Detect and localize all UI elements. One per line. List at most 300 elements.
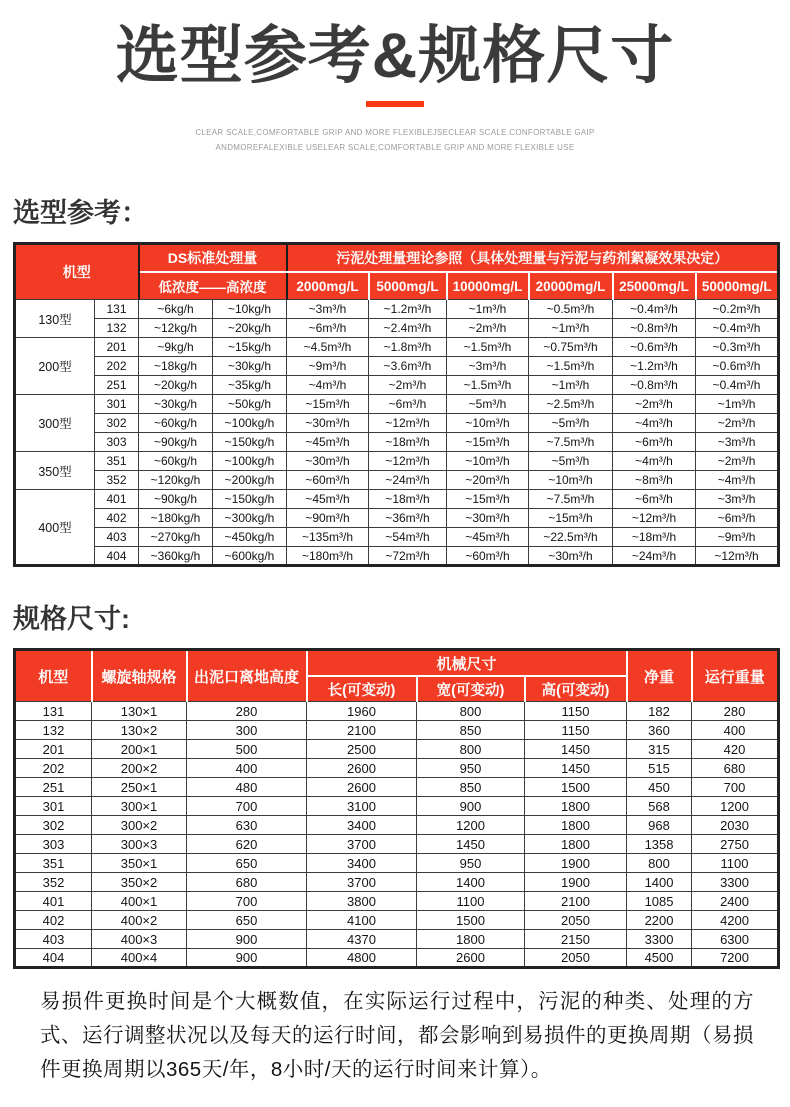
selection-value-cell: ~35kg/h xyxy=(213,376,287,395)
selection-value-cell: ~200kg/h xyxy=(213,471,287,490)
spec-value-cell: 182 xyxy=(627,702,692,721)
selection-row xyxy=(15,376,779,395)
spec-value-cell: 300×2 xyxy=(92,816,187,835)
spec-value-cell: 300×1 xyxy=(92,797,187,816)
selection-value-cell: ~3m³/h xyxy=(696,433,779,452)
spec-value-cell: 700 xyxy=(692,778,779,797)
spec-value-cell: 1085 xyxy=(627,892,692,911)
spec-value-cell: 420 xyxy=(692,740,779,759)
selection-header-conc-50000: 50000mg/L xyxy=(696,272,779,300)
selection-value-cell: ~270kg/h xyxy=(139,528,213,547)
spec-value-cell: 950 xyxy=(417,759,525,778)
selection-row xyxy=(15,357,779,376)
spec-value-cell: 1200 xyxy=(417,816,525,835)
spec-value-cell: 3100 xyxy=(307,797,417,816)
selection-value-cell: ~4m³/h xyxy=(696,471,779,490)
selection-value-cell: ~6m³/h xyxy=(613,433,696,452)
spec-value-cell: 680 xyxy=(187,873,307,892)
spec-value-cell: 300×3 xyxy=(92,835,187,854)
spec-value-cell: 3400 xyxy=(307,816,417,835)
selection-value-cell: ~2.4m³/h xyxy=(369,319,447,338)
spec-value-cell: 800 xyxy=(417,702,525,721)
spec-value-cell: 400×1 xyxy=(92,892,187,911)
spec-value-cell: 1450 xyxy=(417,835,525,854)
spec-value-cell: 130×2 xyxy=(92,721,187,740)
spec-value-cell: 350×1 xyxy=(92,854,187,873)
selection-value-cell: ~1.5m³/h xyxy=(529,357,613,376)
selection-header-conc-2000: 2000mg/L xyxy=(287,272,369,300)
spec-header-mech-dims: 机械尺寸 xyxy=(307,650,627,676)
spec-value-cell: 480 xyxy=(187,778,307,797)
selection-row xyxy=(15,471,779,490)
selection-value-cell: ~0.5m³/h xyxy=(529,300,613,319)
selection-value-cell: ~20kg/h xyxy=(139,376,213,395)
selection-value-cell: ~30m³/h xyxy=(529,547,613,566)
selection-value-cell: ~1.2m³/h xyxy=(613,357,696,376)
selection-value-cell: ~60m³/h xyxy=(447,547,529,566)
spec-value-cell: 650 xyxy=(187,911,307,930)
selection-value-cell: ~0.2m³/h xyxy=(696,300,779,319)
spec-value-cell: 400×3 xyxy=(92,930,187,949)
selection-header-model: 机型 xyxy=(15,244,139,300)
selection-value-cell: ~600kg/h xyxy=(213,547,287,566)
spec-value-cell: 900 xyxy=(417,797,525,816)
selection-value-cell: ~18m³/h xyxy=(369,433,447,452)
spec-value-cell: 1500 xyxy=(417,911,525,930)
selection-value-cell: ~0.4m³/h xyxy=(696,376,779,395)
selection-row xyxy=(15,509,779,528)
selection-value-cell: ~22.5m³/h xyxy=(529,528,613,547)
selection-value-cell: ~0.4m³/h xyxy=(696,319,779,338)
spec-value-cell: 1800 xyxy=(525,816,627,835)
spec-row xyxy=(15,816,779,835)
selection-value-cell: ~5m³/h xyxy=(529,414,613,433)
title-underline-bar xyxy=(366,101,424,107)
selection-value-cell: ~15m³/h xyxy=(447,490,529,509)
model-number-cell: 202 xyxy=(95,357,139,376)
selection-value-cell: ~30kg/h xyxy=(213,357,287,376)
spec-value-cell: 650 xyxy=(187,854,307,873)
spec-row xyxy=(15,911,779,930)
spec-value-cell: 1150 xyxy=(525,721,627,740)
selection-value-cell: ~0.3m³/h xyxy=(696,338,779,357)
spec-value-cell: 850 xyxy=(417,778,525,797)
spec-value-cell: 3400 xyxy=(307,854,417,873)
selection-value-cell: ~6m³/h xyxy=(369,395,447,414)
selection-value-cell: ~6m³/h xyxy=(696,509,779,528)
selection-value-cell: ~100kg/h xyxy=(213,414,287,433)
selection-value-cell: ~10m³/h xyxy=(447,452,529,471)
model-number-cell: 303 xyxy=(95,433,139,452)
spec-value-cell: 2750 xyxy=(692,835,779,854)
spec-row xyxy=(15,721,779,740)
selection-value-cell: ~30m³/h xyxy=(287,452,369,471)
spec-value-cell: 1400 xyxy=(627,873,692,892)
spec-value-cell: 360 xyxy=(627,721,692,740)
spec-value-cell: 250×1 xyxy=(92,778,187,797)
selection-value-cell: ~150kg/h xyxy=(213,490,287,509)
spec-value-cell: 568 xyxy=(627,797,692,816)
banner-subtitle-line-2: ANDMOREFALEXIBLE USELEAR SCALE,COMFORTABLE GRIP AND MORE FLEXIBLE USE xyxy=(215,143,575,153)
spec-value-cell: 130×1 xyxy=(92,702,187,721)
model-number-cell: 302 xyxy=(15,816,92,835)
selection-value-cell: ~6m³/h xyxy=(613,490,696,509)
selection-value-cell: ~2m³/h xyxy=(613,395,696,414)
selection-value-cell: ~5m³/h xyxy=(447,395,529,414)
spec-value-cell: 950 xyxy=(417,854,525,873)
spec-value-cell: 300 xyxy=(187,721,307,740)
selection-value-cell: ~0.6m³/h xyxy=(613,338,696,357)
selection-value-cell: ~4m³/h xyxy=(613,414,696,433)
selection-value-cell: ~1.5m³/h xyxy=(447,376,529,395)
spec-value-cell: 630 xyxy=(187,816,307,835)
selection-value-cell: ~180kg/h xyxy=(139,509,213,528)
spec-header-height: 高(可变动) xyxy=(525,676,627,702)
selection-value-cell: ~9m³/h xyxy=(696,528,779,547)
selection-value-cell: ~15kg/h xyxy=(213,338,287,357)
spec-row xyxy=(15,835,779,854)
selection-value-cell: ~1m³/h xyxy=(529,376,613,395)
selection-row xyxy=(15,300,779,319)
spec-value-cell: 280 xyxy=(187,702,307,721)
selection-row xyxy=(15,528,779,547)
spec-row xyxy=(15,873,779,892)
spec-row xyxy=(15,759,779,778)
selection-header-ds-capacity: DS标准处理量 xyxy=(139,244,287,272)
spec-value-cell: 450 xyxy=(627,778,692,797)
selection-value-cell: ~60m³/h xyxy=(287,471,369,490)
selection-row xyxy=(15,452,779,471)
selection-value-cell: ~1.8m³/h xyxy=(369,338,447,357)
selection-value-cell: ~12m³/h xyxy=(696,547,779,566)
selection-value-cell: ~30kg/h xyxy=(139,395,213,414)
spec-value-cell: 700 xyxy=(187,892,307,911)
spec-value-cell: 4800 xyxy=(307,949,417,968)
spec-value-cell: 2050 xyxy=(525,949,627,968)
selection-value-cell: ~18kg/h xyxy=(139,357,213,376)
model-number-cell: 302 xyxy=(95,414,139,433)
selection-row xyxy=(15,433,779,452)
spec-value-cell: 700 xyxy=(187,797,307,816)
selection-value-cell: ~12m³/h xyxy=(369,414,447,433)
spec-value-cell: 3800 xyxy=(307,892,417,911)
selection-header-conc-5000: 5000mg/L xyxy=(369,272,447,300)
selection-header-theory-title: 污泥处理量理论参照（具体处理量与污泥与药剂絮凝效果决定） xyxy=(287,244,779,272)
model-number-cell: 401 xyxy=(15,892,92,911)
model-number-cell: 404 xyxy=(95,547,139,566)
selection-value-cell: ~3.6m³/h xyxy=(369,357,447,376)
selection-value-cell: ~9m³/h xyxy=(287,357,369,376)
model-number-cell: 402 xyxy=(15,911,92,930)
selection-header-conc-10000: 10000mg/L xyxy=(447,272,529,300)
spec-value-cell: 4200 xyxy=(692,911,779,930)
selection-value-cell: ~100kg/h xyxy=(213,452,287,471)
selection-value-cell: ~4.5m³/h xyxy=(287,338,369,357)
spec-value-cell: 6300 xyxy=(692,930,779,949)
selection-value-cell: ~6m³/h xyxy=(287,319,369,338)
selection-value-cell: ~7.5m³/h xyxy=(529,490,613,509)
spec-value-cell: 2600 xyxy=(307,759,417,778)
spec-value-cell: 1450 xyxy=(525,740,627,759)
spec-row xyxy=(15,854,779,873)
selection-value-cell: ~1.5m³/h xyxy=(447,338,529,357)
selection-value-cell: ~18m³/h xyxy=(369,490,447,509)
selection-value-cell: ~45m³/h xyxy=(447,528,529,547)
selection-value-cell: ~90kg/h xyxy=(139,490,213,509)
selection-value-cell: ~45m³/h xyxy=(287,433,369,452)
selection-value-cell: ~180m³/h xyxy=(287,547,369,566)
model-number-cell: 402 xyxy=(95,509,139,528)
selection-value-cell: ~30m³/h xyxy=(447,509,529,528)
model-number-cell: 401 xyxy=(95,490,139,509)
selection-value-cell: ~10m³/h xyxy=(529,471,613,490)
spec-table-wrap xyxy=(0,648,790,969)
selection-value-cell: ~10kg/h xyxy=(213,300,287,319)
selection-value-cell: ~24m³/h xyxy=(613,547,696,566)
selection-value-cell: ~72m³/h xyxy=(369,547,447,566)
selection-value-cell: ~12m³/h xyxy=(369,452,447,471)
selection-header-conc-20000: 20000mg/L xyxy=(529,272,613,300)
model-number-cell: 352 xyxy=(95,471,139,490)
spec-value-cell: 4370 xyxy=(307,930,417,949)
spec-value-cell: 1800 xyxy=(525,797,627,816)
spec-value-cell: 1150 xyxy=(525,702,627,721)
selection-value-cell: ~90m³/h xyxy=(287,509,369,528)
spec-value-cell: 680 xyxy=(692,759,779,778)
spec-value-cell: 1900 xyxy=(525,854,627,873)
spec-value-cell: 2100 xyxy=(307,721,417,740)
banner-subtitle-line-1: CLEAR SCALE,COMFORTABLE GRIP AND MORE FLEXIBLEJSECLEAR SCALE.CONFORTABLE GAIP xyxy=(195,128,595,138)
spec-value-cell: 1400 xyxy=(417,873,525,892)
page-title: 选型参考&规格尺寸 xyxy=(115,21,675,91)
model-group-cell: 200型 xyxy=(15,338,95,395)
model-group-cell: 350型 xyxy=(15,452,95,490)
spec-value-cell: 1200 xyxy=(692,797,779,816)
spec-value-cell: 200×1 xyxy=(92,740,187,759)
spec-value-cell: 1100 xyxy=(417,892,525,911)
selection-value-cell: ~30m³/h xyxy=(287,414,369,433)
spec-value-cell: 800 xyxy=(627,854,692,873)
selection-value-cell: ~1.2m³/h xyxy=(369,300,447,319)
model-number-cell: 301 xyxy=(15,797,92,816)
model-number-cell: 352 xyxy=(15,873,92,892)
spec-header-shaft-spec: 螺旋轴规格 xyxy=(92,650,187,702)
selection-value-cell: ~0.8m³/h xyxy=(613,319,696,338)
selection-value-cell: ~120kg/h xyxy=(139,471,213,490)
spec-value-cell: 400×4 xyxy=(92,949,187,968)
spec-value-cell: 1100 xyxy=(692,854,779,873)
spec-value-cell: 2030 xyxy=(692,816,779,835)
selection-header-conc-25000: 25000mg/L xyxy=(613,272,696,300)
spec-row xyxy=(15,778,779,797)
selection-value-cell: ~36m³/h xyxy=(369,509,447,528)
selection-value-cell: ~45m³/h xyxy=(287,490,369,509)
spec-value-cell: 2200 xyxy=(627,911,692,930)
selection-value-cell: ~24m³/h xyxy=(369,471,447,490)
selection-value-cell: ~50kg/h xyxy=(213,395,287,414)
spec-value-cell: 4100 xyxy=(307,911,417,930)
selection-value-cell: ~2m³/h xyxy=(447,319,529,338)
spec-value-cell: 500 xyxy=(187,740,307,759)
spec-value-cell: 400 xyxy=(187,759,307,778)
selection-value-cell: ~60kg/h xyxy=(139,414,213,433)
spec-value-cell: 2600 xyxy=(307,778,417,797)
spec-value-cell: 280 xyxy=(692,702,779,721)
selection-value-cell: ~1m³/h xyxy=(696,395,779,414)
selection-value-cell: ~6kg/h xyxy=(139,300,213,319)
selection-value-cell: ~4m³/h xyxy=(613,452,696,471)
selection-value-cell: ~15m³/h xyxy=(287,395,369,414)
model-number-cell: 132 xyxy=(95,319,139,338)
model-number-cell: 202 xyxy=(15,759,92,778)
selection-value-cell: ~0.8m³/h xyxy=(613,376,696,395)
spec-row xyxy=(15,702,779,721)
spec-value-cell: 620 xyxy=(187,835,307,854)
spec-value-cell: 1900 xyxy=(525,873,627,892)
model-number-cell: 404 xyxy=(15,949,92,968)
model-number-cell: 131 xyxy=(95,300,139,319)
spec-header-net-weight: 净重 xyxy=(627,650,692,702)
spec-section-title: 规格尺寸: xyxy=(13,604,130,635)
model-number-cell: 131 xyxy=(15,702,92,721)
selection-value-cell: ~7.5m³/h xyxy=(529,433,613,452)
spec-value-cell: 900 xyxy=(187,930,307,949)
selection-value-cell: ~8m³/h xyxy=(613,471,696,490)
spec-value-cell: 515 xyxy=(627,759,692,778)
selection-value-cell: ~150kg/h xyxy=(213,433,287,452)
spec-header-length: 长(可变动) xyxy=(307,676,417,702)
spec-value-cell: 2400 xyxy=(692,892,779,911)
spec-value-cell: 2600 xyxy=(417,949,525,968)
model-number-cell: 403 xyxy=(15,930,92,949)
selection-value-cell: ~15m³/h xyxy=(447,433,529,452)
selection-value-cell: ~2.5m³/h xyxy=(529,395,613,414)
selection-value-cell: ~20m³/h xyxy=(447,471,529,490)
spec-value-cell: 1960 xyxy=(307,702,417,721)
model-number-cell: 201 xyxy=(95,338,139,357)
spec-header-outlet-height: 出泥口离地高度 xyxy=(187,650,307,702)
spec-row xyxy=(15,740,779,759)
selection-section-title: 选型参考： xyxy=(13,198,148,229)
selection-value-cell: ~3m³/h xyxy=(287,300,369,319)
spec-value-cell: 3300 xyxy=(627,930,692,949)
selection-value-cell: ~0.4m³/h xyxy=(613,300,696,319)
model-number-cell: 201 xyxy=(15,740,92,759)
selection-value-cell: ~9kg/h xyxy=(139,338,213,357)
selection-value-cell: ~20kg/h xyxy=(213,319,287,338)
selection-row xyxy=(15,547,779,566)
spec-value-cell: 350×2 xyxy=(92,873,187,892)
model-number-cell: 403 xyxy=(95,528,139,547)
selection-value-cell: ~10m³/h xyxy=(447,414,529,433)
model-number-cell: 303 xyxy=(15,835,92,854)
spec-value-cell: 2100 xyxy=(525,892,627,911)
selection-value-cell: ~0.75m³/h xyxy=(529,338,613,357)
spec-value-cell: 3300 xyxy=(692,873,779,892)
selection-value-cell: ~450kg/h xyxy=(213,528,287,547)
spec-value-cell: 1800 xyxy=(525,835,627,854)
selection-value-cell: ~12kg/h xyxy=(139,319,213,338)
spec-value-cell: 1800 xyxy=(417,930,525,949)
spec-value-cell: 315 xyxy=(627,740,692,759)
spec-value-cell: 850 xyxy=(417,721,525,740)
model-group-cell: 300型 xyxy=(15,395,95,452)
selection-value-cell: ~15m³/h xyxy=(529,509,613,528)
model-number-cell: 132 xyxy=(15,721,92,740)
selection-value-cell: ~4m³/h xyxy=(287,376,369,395)
spec-row xyxy=(15,892,779,911)
selection-value-cell: ~135m³/h xyxy=(287,528,369,547)
spec-value-cell: 400 xyxy=(692,721,779,740)
selection-value-cell: ~1m³/h xyxy=(529,319,613,338)
spec-value-cell: 2150 xyxy=(525,930,627,949)
wear-parts-note: 易损件更换时间是个大概数值，在实际运行过程中，污泥的种类、处理的方式、运行调整状况以及每天的运行时间，都会影响到易损件的更换周期（易损件更换周期以365天/年，8小时/天的运行时间来计算）。 xyxy=(40,990,754,1082)
spec-value-cell: 900 xyxy=(187,949,307,968)
spec-header-run-weight: 运行重量 xyxy=(692,650,779,702)
spec-value-cell: 3700 xyxy=(307,835,417,854)
selection-value-cell: ~5m³/h xyxy=(529,452,613,471)
banner xyxy=(0,0,790,155)
spec-row xyxy=(15,930,779,949)
spec-value-cell: 1358 xyxy=(627,835,692,854)
selection-value-cell: ~60kg/h xyxy=(139,452,213,471)
spec-value-cell: 800 xyxy=(417,740,525,759)
model-number-cell: 351 xyxy=(95,452,139,471)
spec-value-cell: 400×2 xyxy=(92,911,187,930)
selection-table xyxy=(13,242,780,567)
model-number-cell: 301 xyxy=(95,395,139,414)
spec-row xyxy=(15,949,779,968)
model-number-cell: 351 xyxy=(15,854,92,873)
spec-value-cell: 2500 xyxy=(307,740,417,759)
selection-value-cell: ~3m³/h xyxy=(696,490,779,509)
spec-value-cell: 1450 xyxy=(525,759,627,778)
spec-value-cell: 3700 xyxy=(307,873,417,892)
selection-value-cell: ~2m³/h xyxy=(369,376,447,395)
spec-value-cell: 2050 xyxy=(525,911,627,930)
selection-row xyxy=(15,395,779,414)
spec-value-cell: 200×2 xyxy=(92,759,187,778)
selection-header-ds-range: 低浓度——高浓度 xyxy=(139,272,287,300)
selection-table-wrap xyxy=(0,242,790,567)
model-group-cell: 130型 xyxy=(15,300,95,338)
selection-value-cell: ~1m³/h xyxy=(447,300,529,319)
selection-row xyxy=(15,319,779,338)
selection-value-cell: ~3m³/h xyxy=(447,357,529,376)
spec-header-width: 宽(可变动) xyxy=(417,676,525,702)
selection-value-cell: ~54m³/h xyxy=(369,528,447,547)
selection-row xyxy=(15,490,779,509)
selection-value-cell: ~360kg/h xyxy=(139,547,213,566)
model-number-cell: 251 xyxy=(15,778,92,797)
selection-value-cell: ~90kg/h xyxy=(139,433,213,452)
selection-value-cell: ~2m³/h xyxy=(696,414,779,433)
spec-row xyxy=(15,797,779,816)
selection-row xyxy=(15,338,779,357)
spec-value-cell: 7200 xyxy=(692,949,779,968)
spec-value-cell: 1500 xyxy=(525,778,627,797)
selection-value-cell: ~2m³/h xyxy=(696,452,779,471)
spec-value-cell: 4500 xyxy=(627,949,692,968)
selection-value-cell: ~18m³/h xyxy=(613,528,696,547)
selection-row xyxy=(15,414,779,433)
spec-header-model: 机型 xyxy=(15,650,92,702)
spec-table xyxy=(13,648,780,969)
selection-value-cell: ~12m³/h xyxy=(613,509,696,528)
selection-value-cell: ~0.6m³/h xyxy=(696,357,779,376)
model-number-cell: 251 xyxy=(95,376,139,395)
selection-value-cell: ~300kg/h xyxy=(213,509,287,528)
